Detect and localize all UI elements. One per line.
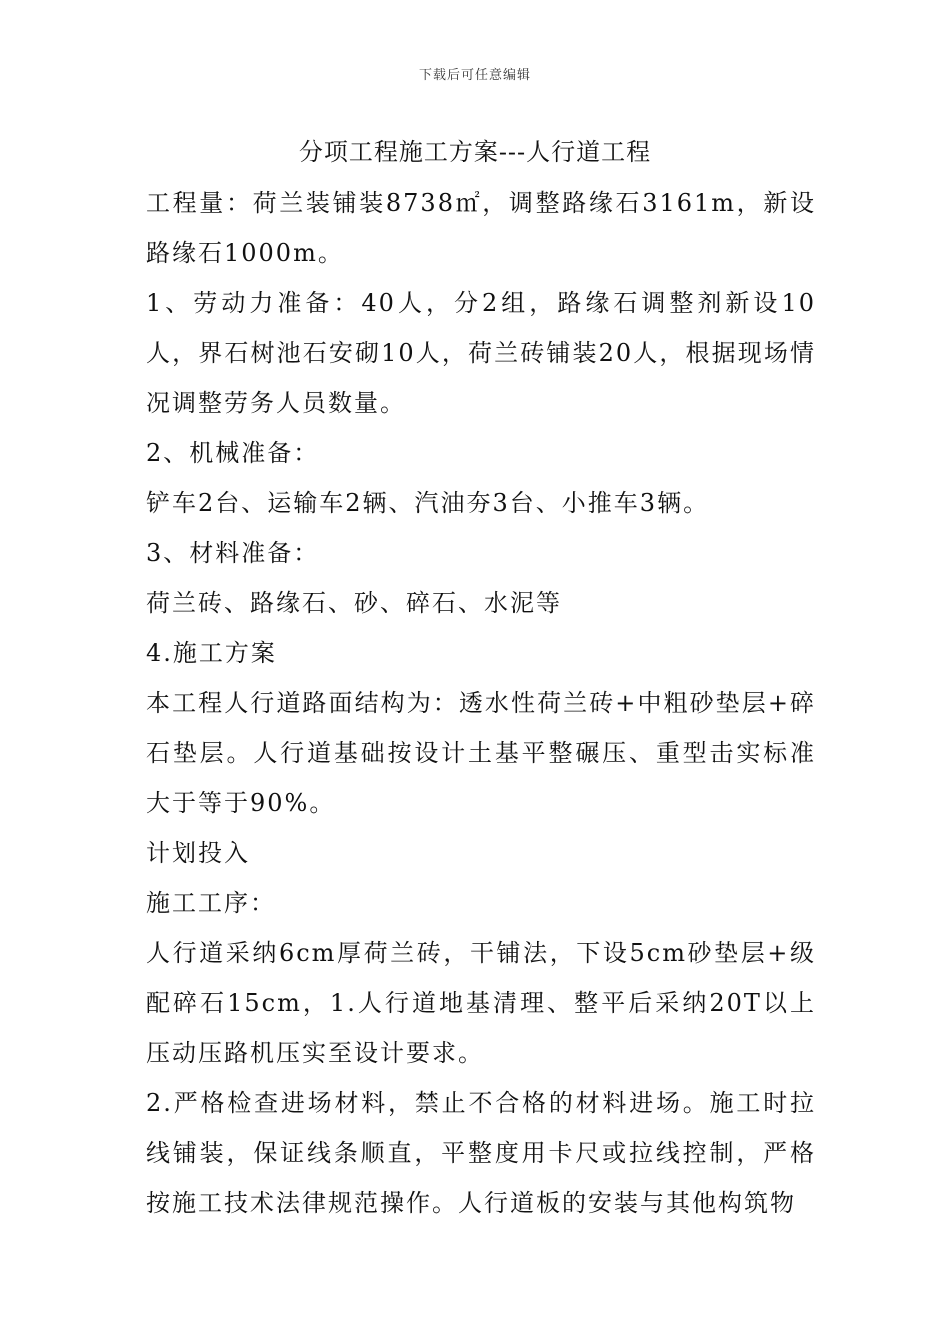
paragraph-machinery-heading: 2、机械准备： <box>146 439 320 467</box>
document-body <box>146 178 816 1228</box>
paragraph-materials: 荷兰砖、路缘石、砂、碎石、水泥等 <box>146 589 562 617</box>
paragraph-quantity: 工程量：荷兰装铺装8738㎡，调整路缘石3161m，新设路缘石1000m。 <box>146 189 816 267</box>
document-title: 分项工程施工方案---人行道工程 <box>298 138 652 166</box>
paragraph-materials-heading: 3、材料准备： <box>146 539 320 567</box>
paragraph-process-1: 人行道采纳6cm厚荷兰砖，干铺法，下设5cm砂垫层+级配碎石15cm，1.人行道地基清理、整平后采纳20T以上压动压路机压实至设计要求。 <box>146 939 816 1067</box>
paragraph-labor: 1、劳动力准备：40人，分2组，路缘石调整剂新设10人，界石树池石安砌10人，荷兰砖铺装20人，根据现场情况调整劳务人员数量。 <box>146 289 816 417</box>
paragraph-machinery: 铲车2台、运输车2辆、汽油夯3台、小推车3辆。 <box>146 489 710 517</box>
page-header: 下载后可任意编辑 <box>418 68 531 83</box>
paragraph-process-heading: 施工工序： <box>146 889 276 917</box>
paragraph-investment: 计划投入 <box>146 839 250 867</box>
paragraph-process-2: 2.严格检查进场材料，禁止不合格的材料进场。施工时拉线铺装，保证线条顺直，平整度用卡尺或拉线控制，严格按施工技术法律规范操作。人行道板的安装与其他构筑物 <box>146 1089 816 1217</box>
paragraph-plan-heading: 4.施工方案 <box>146 639 277 667</box>
paragraph-structure: 本工程人行道路面结构为：透水性荷兰砖+中粗砂垫层+碎石垫层。人行道基础按设计土基平整碾压、重型击实标准大于等于90%。 <box>146 689 816 817</box>
